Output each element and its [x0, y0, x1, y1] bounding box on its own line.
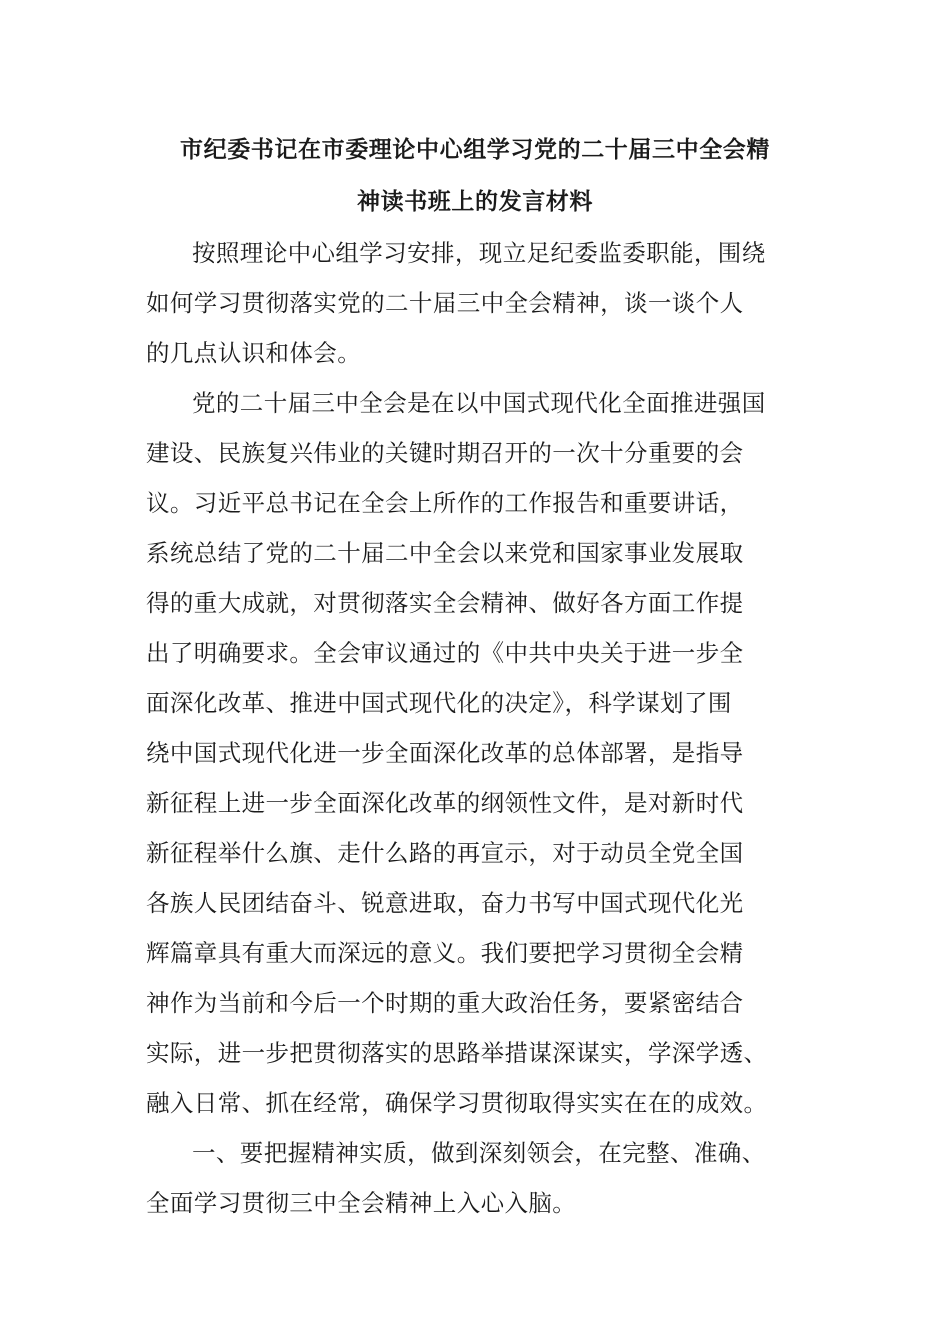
- paragraph-line: 出了明确要求。全会审议通过的《中共中央关于进一步全: [146, 639, 744, 667]
- paragraph-line: 实际，进一步把贯彻落实的思路举措谋深谋实，学深学透、: [146, 1039, 768, 1067]
- paragraph-line: 新征程举什么旗、走什么路的再宣示，对于动员全党全国: [146, 839, 744, 867]
- paragraph-line: 面深化改革、推进中国式现代化的决定》，科学谋划了围: [146, 689, 732, 717]
- paragraph-intro: [146, 228, 804, 378]
- paragraph-line: 新征程上进一步全面深化改革的纲领性文件，是对新时代: [146, 789, 744, 817]
- title-line: 神读书班上的发言材料: [357, 188, 593, 215]
- title-line: 市纪委书记在市委理论中心组学习党的二十届三中全会精: [180, 136, 770, 163]
- paragraph-line: 的几点认识和体会。: [146, 339, 362, 367]
- paragraph-line: 议。习近平总书记在全会上所作的工作报告和重要讲话，: [146, 489, 744, 517]
- paragraph-line: 融入日常、抓在经常，确保学习贯彻取得实实在在的成效。: [146, 1089, 768, 1117]
- paragraph-line: 一、要把握精神实质，做到深刻领会，在完整、准确、: [192, 1139, 766, 1167]
- paragraph-line: 各族人民团结奋斗、锐意进取，奋力书写中国式现代化光: [146, 889, 744, 917]
- paragraph-line: 建设、民族复兴伟业的关键时期召开的一次十分重要的会: [146, 439, 744, 467]
- paragraph-line: 党的二十届三中全会是在以中国式现代化全面推进强国: [192, 389, 766, 417]
- paragraph-line: 得的重大成就，对贯彻落实全会精神、做好各方面工作提: [146, 589, 744, 617]
- paragraph-line: 辉篇章具有重大而深远的意义。我们要把学习贯彻全会精: [146, 939, 744, 967]
- paragraph-line: 绕中国式现代化进一步全面深化改革的总体部署，是指导: [146, 739, 744, 767]
- paragraph-line: 系统总结了党的二十届二中全会以来党和国家事业发展取: [146, 539, 744, 567]
- paragraph-section-one: [146, 1128, 804, 1228]
- document-page: [146, 124, 804, 1228]
- paragraph-line: 如何学习贯彻落实党的二十届三中全会精神，谈一谈个人: [146, 289, 744, 317]
- paragraph-line: 全面学习贯彻三中全会精神上入心入脑。: [146, 1189, 577, 1217]
- paragraph-line: 按照理论中心组学习安排，现立足纪委监委职能，围绕: [192, 239, 766, 267]
- paragraph-plenum-significance: [146, 378, 804, 1128]
- document-title: [146, 124, 804, 228]
- paragraph-line: 神作为当前和今后一个时期的重大政治任务，要紧密结合: [146, 989, 744, 1017]
